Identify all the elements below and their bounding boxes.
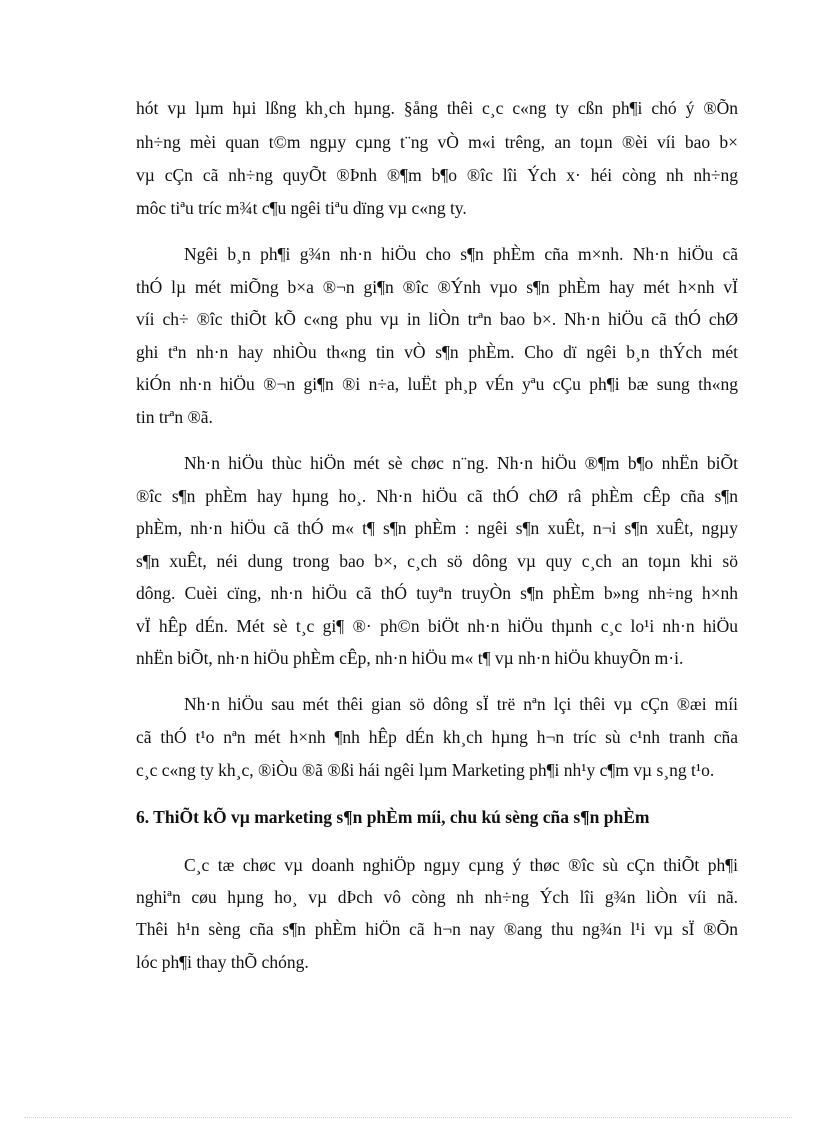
paragraph-5-line-1: C¸c tæ chøc vµ doanh nghiÖp ngµy cµng ý thøc ®îc sù cÇn thiÕt ph¶i (184, 855, 738, 875)
paragraph-3-line-3: phÈm, nh·n hiÖu cã thÓ m« t¶ s¶n phÈm : ngêi s¶n xuÊt, n¬i s¶n xuÊt, ngµy (136, 518, 738, 538)
paragraph-2-line-3: víi ch÷ ®îc thiÕt kÕ c«ng phu vµ in liÒn trªn bao b×. Nh·n hiÖu cã thÓ chØ (136, 309, 738, 329)
paragraph-3-line-4: s¶n xuÊt, néi dung trong bao b×, c¸ch sö dông vµ quy c¸ch an toµn khi sö (136, 551, 738, 571)
paragraph-2-line-4: ghi tªn nh·n hay nhiÒu th«ng tin vÒ s¶n phÈm. Cho dï ngêi b¸n thÝch mét (136, 342, 738, 362)
paragraph-4-line-2: cã thÓ t¹o nªn mét h×nh ¶nh hÊp dÉn kh¸ch hµng h¬n tríc sù c¹nh tranh cña (136, 727, 738, 747)
paragraph-3-line-2: ®îc s¶n phÈm hay hµng ho¸. Nh·n hiÖu cã thÓ chØ râ phÈm cÊp cña s¶n (136, 486, 738, 506)
paragraph-3-line-1: Nh·n hiÖu thùc hiÖn mét sè chøc n¨ng. Nh·n hiÖu ®¶m b¶o nhËn biÕt (184, 453, 738, 473)
paragraph-1-line-3: vµ cÇn cã nh÷ng quyÕt ®Þnh ®¶m b¶o ®îc lîi Ých x· héi còng nh nh÷ng (136, 165, 738, 185)
paragraph-4-line-3: c¸c c«ng ty kh¸c, ®iÒu ®ã ®ßi hái ngêi lµm Marketing ph¶i nh¹y c¶m vµ s¸ng t¹o. (136, 760, 715, 780)
paragraph-3-line-6: vÏ hÊp dÉn. Mét sè t¸c gi¶ ®· ph©n biÖt nh·n hiÖu thµnh c¸c lo¹i nh·n hiÖu (136, 616, 738, 636)
paragraph-5-line-3: Thêi h¹n sèng cña s¶n phÈm hiÖn cã h¬n nay ®ang thu ng¾n l¹i vµ sÏ ®Õn (136, 919, 738, 939)
paragraph-2-line-1: Ngêi b¸n ph¶i g¾n nh·n hiÖu cho s¶n phÈm cña m×nh. Nh·n hiÖu cã (184, 244, 738, 264)
paragraph-2-line-2: thÓ lµ mét miÕng b×a ®¬n gi¶n ®îc ®Ýnh vµo s¶n phÈm hay mét h×nh vÏ (136, 277, 738, 297)
paragraph-5-line-2: nghiªn cøu hµng ho¸ vµ dÞch vô còng nh nh÷ng Ých lîi g¾n liÒn víi nã. (136, 887, 738, 907)
paragraph-2-line-5: kiÓn nh·n hiÖu ®¬n gi¶n ®i n÷a, luËt ph¸p vÉn yªu cÇu ph¶i bæ sung th«ng (136, 374, 738, 394)
paragraph-3-line-5: dông. Cuèi cïng, nh·n hiÖu cã thÓ tuyªn truyÒn s¶n phÈm b»ng nh÷ng h×nh (136, 583, 738, 603)
paragraph-4-line-1: Nh·n hiÖu sau mét thêi gian sö dông sÏ trë nªn lçi thêi vµ cÇn ®æi míi (184, 694, 738, 714)
section-heading: 6. ThiÕt kÕ vµ marketing s¶n phÈm míi, chu kú sèng cña s¶n phÈm (136, 807, 650, 827)
paragraph-1-line-2: nh÷ng mèi quan t©m ngµy cµng t¨ng vÒ m«i trêng, an toµn ®èi víi bao b× (136, 132, 738, 152)
paragraph-5-line-4: lóc ph¶i thay thÕ chóng. (136, 952, 309, 972)
page-bottom-divider (24, 1117, 792, 1118)
paragraph-3-line-7: nhËn biÕt, nh·n hiÖu phÈm cÊp, nh·n hiÖu m« t¶ vµ nh·n hiÖu khuyÕn m·i. (136, 648, 684, 668)
paragraph-1-line-1: hót vµ lµm hµi lßng kh¸ch hµng. §ång thêi c¸c c«ng ty cßn ph¶i chó ý ®Õn (136, 98, 738, 118)
paragraph-2-line-6: tin trªn ®ã. (136, 407, 213, 427)
paragraph-1-line-4: môc tiªu tríc m¾t c¶u ngêi tiªu dïng vµ c«ng ty. (136, 198, 467, 218)
